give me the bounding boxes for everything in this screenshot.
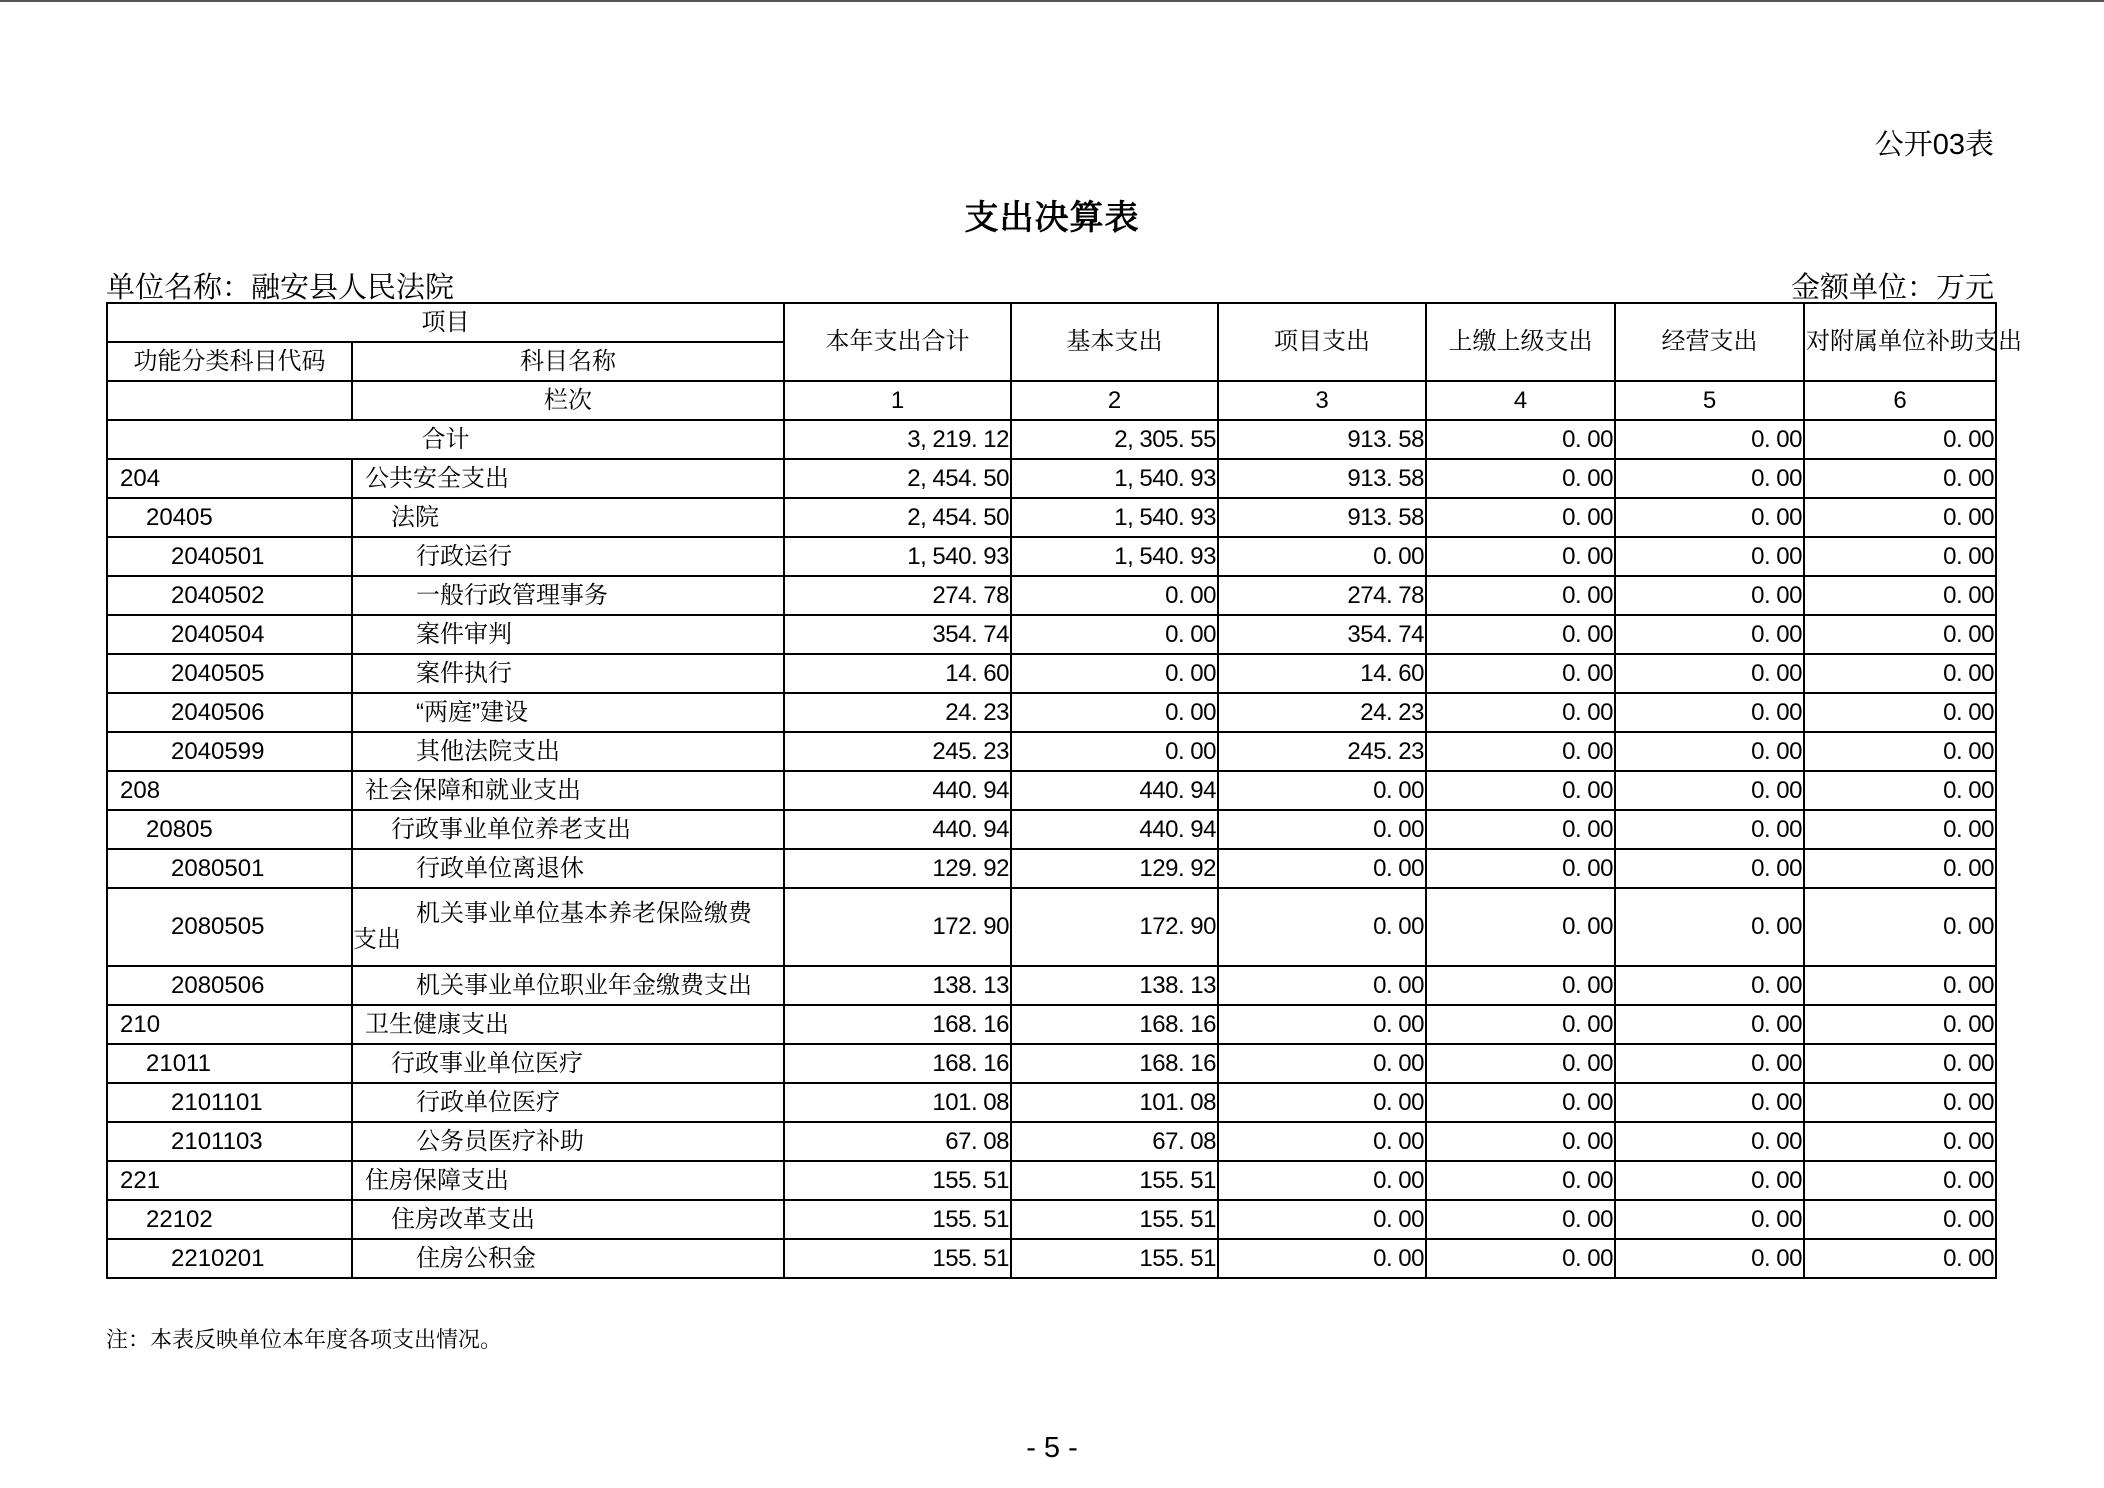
subject-code: 22102 bbox=[107, 1200, 352, 1239]
amount-cell: 0. 00 bbox=[1804, 459, 1996, 498]
amount-cell: 14. 60 bbox=[784, 654, 1011, 693]
header-code: 功能分类科目代码 bbox=[107, 342, 352, 381]
table-row bbox=[107, 1083, 1996, 1122]
amount-cell: 0. 00 bbox=[1615, 1161, 1804, 1200]
amount-cell: 0. 00 bbox=[1615, 459, 1804, 498]
subject-name: 住房公积金 bbox=[352, 1239, 784, 1278]
subject-code: 2040505 bbox=[107, 654, 352, 693]
amount-cell: 0. 00 bbox=[1615, 1239, 1804, 1278]
amount-cell: 0. 00 bbox=[1426, 693, 1615, 732]
amount-cell: 0. 00 bbox=[1804, 498, 1996, 537]
amount-cell: 0. 00 bbox=[1218, 1200, 1426, 1239]
subject-code: 21011 bbox=[107, 1044, 352, 1083]
amount-cell: 0. 00 bbox=[1804, 888, 1996, 966]
table-row bbox=[107, 888, 1996, 966]
amount-cell: 0. 00 bbox=[1426, 1005, 1615, 1044]
subject-name: 公共安全支出 bbox=[352, 459, 784, 498]
amount-cell: 0. 00 bbox=[1615, 615, 1804, 654]
subject-name bbox=[352, 888, 784, 966]
amount-cell: 24. 23 bbox=[1218, 693, 1426, 732]
amount-cell: 67. 08 bbox=[784, 1122, 1011, 1161]
page-number: - 5 - bbox=[1026, 1432, 1078, 1464]
column-number: 1 bbox=[784, 381, 1011, 420]
amount-cell: 67. 08 bbox=[1011, 1122, 1218, 1161]
amount-cell: 2, 454. 50 bbox=[784, 459, 1011, 498]
amount-cell: 101. 08 bbox=[784, 1083, 1011, 1122]
form-number: 公开03表 bbox=[1874, 129, 1994, 161]
subject-name-line1: 机关事业单位基本养老保险缴费 bbox=[416, 900, 752, 927]
amount-cell: 0. 00 bbox=[1218, 771, 1426, 810]
amount-cell: 0. 00 bbox=[1615, 1005, 1804, 1044]
table-row bbox=[107, 654, 1996, 693]
amount-cell: 0. 00 bbox=[1615, 693, 1804, 732]
amount-cell: 0. 00 bbox=[1426, 888, 1615, 966]
amount-cell: 0. 00 bbox=[1804, 1161, 1996, 1200]
amount-cell: 354. 74 bbox=[1218, 615, 1426, 654]
amount-cell: 0. 00 bbox=[1426, 849, 1615, 888]
table-row bbox=[107, 732, 1996, 771]
column-number: 2 bbox=[1011, 381, 1218, 420]
amount-cell: 0. 00 bbox=[1804, 732, 1996, 771]
header-item: 项目 bbox=[107, 303, 784, 342]
amount-cell: 168. 16 bbox=[784, 1005, 1011, 1044]
subject-code: 2040599 bbox=[107, 732, 352, 771]
amount-cell: 0. 00 bbox=[1426, 1161, 1615, 1200]
amount-cell: 14. 60 bbox=[1218, 654, 1426, 693]
amount-cell: 0. 00 bbox=[1804, 654, 1996, 693]
amount-cell: 0. 00 bbox=[1218, 888, 1426, 966]
amount-cell: 0. 00 bbox=[1218, 966, 1426, 1005]
amount-cell: 155. 51 bbox=[784, 1161, 1011, 1200]
table-row bbox=[107, 1200, 1996, 1239]
amount-cell: 1, 540. 93 bbox=[1011, 498, 1218, 537]
amount-cell: 129. 92 bbox=[784, 849, 1011, 888]
amount-cell: 0. 00 bbox=[1426, 459, 1615, 498]
amount-cell: 172. 90 bbox=[1011, 888, 1218, 966]
page-title: 支出决算表 bbox=[964, 199, 1140, 237]
amount-cell: 24. 23 bbox=[784, 693, 1011, 732]
header-col-5: 经营支出 bbox=[1615, 303, 1804, 381]
amount-cell: 0. 00 bbox=[1615, 771, 1804, 810]
subject-code: 2080501 bbox=[107, 849, 352, 888]
amount-unit: 金额单位：万元 bbox=[1790, 272, 1994, 304]
subject-code: 221 bbox=[107, 1161, 352, 1200]
amount-cell: 138. 13 bbox=[784, 966, 1011, 1005]
amount-cell: 0. 00 bbox=[1011, 615, 1218, 654]
subject-name: 机关事业单位职业年金缴费支出 bbox=[352, 966, 784, 1005]
table-row bbox=[107, 693, 1996, 732]
amount-cell: 0. 00 bbox=[1426, 732, 1615, 771]
table-row bbox=[107, 537, 1996, 576]
amount-cell: 0. 00 bbox=[1615, 966, 1804, 1005]
amount-cell: 0. 00 bbox=[1218, 849, 1426, 888]
amount-cell: 0. 00 bbox=[1426, 771, 1615, 810]
header-name: 科目名称 bbox=[352, 342, 784, 381]
subject-name: 公务员医疗补助 bbox=[352, 1122, 784, 1161]
amount-cell: 0. 00 bbox=[1804, 1083, 1996, 1122]
amount-cell: 155. 51 bbox=[784, 1239, 1011, 1278]
subject-name: 社会保障和就业支出 bbox=[352, 771, 784, 810]
amount-cell: 155. 51 bbox=[1011, 1200, 1218, 1239]
amount-cell: 245. 23 bbox=[1218, 732, 1426, 771]
amount-cell: 0. 00 bbox=[1218, 1083, 1426, 1122]
amount-cell: 0. 00 bbox=[1615, 1122, 1804, 1161]
amount-cell: 354. 74 bbox=[784, 615, 1011, 654]
header-col-3: 项目支出 bbox=[1218, 303, 1426, 381]
amount-cell: 0. 00 bbox=[1218, 1005, 1426, 1044]
amount-cell: 913. 58 bbox=[1218, 498, 1426, 537]
subject-code: 208 bbox=[107, 771, 352, 810]
table-row bbox=[107, 459, 1996, 498]
header-col-6: 对附属单位补助支出 bbox=[1804, 303, 1996, 381]
subject-name-line2: 支出 bbox=[353, 926, 401, 953]
row-index-blank bbox=[107, 381, 352, 420]
subject-code: 2101103 bbox=[107, 1122, 352, 1161]
amount-cell: 0. 00 bbox=[1011, 576, 1218, 615]
amount-cell: 0. 00 bbox=[1615, 810, 1804, 849]
header-col-2: 基本支出 bbox=[1011, 303, 1218, 381]
subject-name: 其他法院支出 bbox=[352, 732, 784, 771]
column-number: 6 bbox=[1804, 381, 1996, 420]
total-value: 3, 219. 12 bbox=[784, 420, 1011, 459]
amount-cell: 0. 00 bbox=[1426, 498, 1615, 537]
subject-code: 2040506 bbox=[107, 693, 352, 732]
amount-cell: 168. 16 bbox=[1011, 1044, 1218, 1083]
total-value: 0. 00 bbox=[1615, 420, 1804, 459]
subject-code: 2040501 bbox=[107, 537, 352, 576]
amount-cell: 0. 00 bbox=[1426, 615, 1615, 654]
amount-cell: 168. 16 bbox=[1011, 1005, 1218, 1044]
amount-cell: 0. 00 bbox=[1615, 1200, 1804, 1239]
total-label: 合计 bbox=[107, 420, 784, 459]
subject-name: 行政事业单位养老支出 bbox=[352, 810, 784, 849]
amount-cell: 1, 540. 93 bbox=[784, 537, 1011, 576]
amount-cell: 0. 00 bbox=[1615, 732, 1804, 771]
subject-code: 2080505 bbox=[107, 888, 352, 966]
amount-cell: 0. 00 bbox=[1218, 1044, 1426, 1083]
subject-code: 2101101 bbox=[107, 1083, 352, 1122]
subject-code: 20405 bbox=[107, 498, 352, 537]
amount-cell: 0. 00 bbox=[1615, 849, 1804, 888]
amount-cell: 0. 00 bbox=[1426, 1044, 1615, 1083]
amount-cell: 0. 00 bbox=[1426, 576, 1615, 615]
table-note: 注：本表反映单位本年度各项支出情况。 bbox=[106, 1327, 503, 1352]
table-row bbox=[107, 1005, 1996, 1044]
amount-cell: 0. 00 bbox=[1426, 537, 1615, 576]
subject-code: 2040502 bbox=[107, 576, 352, 615]
table-row bbox=[107, 615, 1996, 654]
amount-cell: 129. 92 bbox=[1011, 849, 1218, 888]
amount-cell: 172. 90 bbox=[784, 888, 1011, 966]
amount-cell: 0. 00 bbox=[1804, 1005, 1996, 1044]
amount-cell: 440. 94 bbox=[784, 771, 1011, 810]
amount-cell: 0. 00 bbox=[1804, 849, 1996, 888]
subject-name: 行政单位离退休 bbox=[352, 849, 784, 888]
subject-name: 住房保障支出 bbox=[352, 1161, 784, 1200]
amount-cell: 0. 00 bbox=[1218, 810, 1426, 849]
amount-cell: 0. 00 bbox=[1426, 810, 1615, 849]
amount-cell: 0. 00 bbox=[1218, 1122, 1426, 1161]
amount-cell: 0. 00 bbox=[1426, 1239, 1615, 1278]
amount-cell: 0. 00 bbox=[1218, 537, 1426, 576]
amount-cell: 0. 00 bbox=[1804, 1044, 1996, 1083]
amount-cell: 274. 78 bbox=[1218, 576, 1426, 615]
amount-cell: 0. 00 bbox=[1804, 537, 1996, 576]
amount-cell: 440. 94 bbox=[1011, 771, 1218, 810]
column-number: 4 bbox=[1426, 381, 1615, 420]
subject-name: 一般行政管理事务 bbox=[352, 576, 784, 615]
total-value: 2, 305. 55 bbox=[1011, 420, 1218, 459]
subject-code: 2210201 bbox=[107, 1239, 352, 1278]
amount-cell: 0. 00 bbox=[1615, 537, 1804, 576]
amount-cell: 0. 00 bbox=[1011, 654, 1218, 693]
subject-name: 行政单位医疗 bbox=[352, 1083, 784, 1122]
amount-cell: 0. 00 bbox=[1804, 615, 1996, 654]
subject-code: 20805 bbox=[107, 810, 352, 849]
subject-name: 住房改革支出 bbox=[352, 1200, 784, 1239]
table-row bbox=[107, 1161, 1996, 1200]
amount-cell: 913. 58 bbox=[1218, 459, 1426, 498]
amount-cell: 0. 00 bbox=[1804, 1122, 1996, 1161]
unit-name: 单位名称：融安县人民法院 bbox=[106, 272, 455, 304]
table-row bbox=[107, 771, 1996, 810]
table-row bbox=[107, 1044, 1996, 1083]
amount-cell: 0. 00 bbox=[1804, 693, 1996, 732]
amount-cell: 168. 16 bbox=[784, 1044, 1011, 1083]
amount-cell: 245. 23 bbox=[784, 732, 1011, 771]
subject-name: 行政运行 bbox=[352, 537, 784, 576]
amount-cell: 0. 00 bbox=[1804, 1239, 1996, 1278]
total-row bbox=[107, 420, 1996, 459]
amount-cell: 0. 00 bbox=[1615, 888, 1804, 966]
table-row bbox=[107, 966, 1996, 1005]
amount-cell: 138. 13 bbox=[1011, 966, 1218, 1005]
subject-name: 卫生健康支出 bbox=[352, 1005, 784, 1044]
subject-code: 210 bbox=[107, 1005, 352, 1044]
column-number: 3 bbox=[1218, 381, 1426, 420]
amount-cell: 0. 00 bbox=[1615, 654, 1804, 693]
amount-cell: 440. 94 bbox=[1011, 810, 1218, 849]
amount-cell: 0. 00 bbox=[1615, 1044, 1804, 1083]
amount-cell: 0. 00 bbox=[1011, 693, 1218, 732]
amount-cell: 0. 00 bbox=[1804, 966, 1996, 1005]
table-row bbox=[107, 1122, 1996, 1161]
amount-cell: 1, 540. 93 bbox=[1011, 459, 1218, 498]
amount-cell: 2, 454. 50 bbox=[784, 498, 1011, 537]
table-row bbox=[107, 849, 1996, 888]
header-col-1: 本年支出合计 bbox=[784, 303, 1011, 381]
amount-cell: 0. 00 bbox=[1804, 771, 1996, 810]
amount-cell: 0. 00 bbox=[1426, 966, 1615, 1005]
table-row bbox=[107, 576, 1996, 615]
subject-name: 案件执行 bbox=[352, 654, 784, 693]
table-row bbox=[107, 810, 1996, 849]
amount-cell: 0. 00 bbox=[1218, 1239, 1426, 1278]
page-top-border bbox=[0, 0, 2104, 2]
column-number: 5 bbox=[1615, 381, 1804, 420]
amount-cell: 155. 51 bbox=[1011, 1239, 1218, 1278]
amount-cell: 0. 00 bbox=[1804, 576, 1996, 615]
total-value: 913. 58 bbox=[1218, 420, 1426, 459]
amount-cell: 440. 94 bbox=[784, 810, 1011, 849]
subject-code: 204 bbox=[107, 459, 352, 498]
amount-cell: 0. 00 bbox=[1615, 1083, 1804, 1122]
amount-cell: 155. 51 bbox=[784, 1200, 1011, 1239]
row-index-label: 栏次 bbox=[352, 381, 784, 420]
amount-cell: 0. 00 bbox=[1426, 1122, 1615, 1161]
subject-code: 2040504 bbox=[107, 615, 352, 654]
amount-cell: 155. 51 bbox=[1011, 1161, 1218, 1200]
subject-name: 行政事业单位医疗 bbox=[352, 1044, 784, 1083]
amount-cell: 0. 00 bbox=[1804, 1200, 1996, 1239]
subject-code: 2080506 bbox=[107, 966, 352, 1005]
subject-name: 法院 bbox=[352, 498, 784, 537]
amount-cell: 0. 00 bbox=[1426, 1200, 1615, 1239]
amount-cell: 0. 00 bbox=[1426, 654, 1615, 693]
subject-name: 案件审判 bbox=[352, 615, 784, 654]
header-col-4: 上缴上级支出 bbox=[1426, 303, 1615, 381]
amount-cell: 0. 00 bbox=[1426, 1083, 1615, 1122]
expenditure-table bbox=[106, 302, 2022, 1279]
amount-cell: 101. 08 bbox=[1011, 1083, 1218, 1122]
total-value: 0. 00 bbox=[1804, 420, 1996, 459]
table-row bbox=[107, 498, 1996, 537]
subject-name: “两庭”建设 bbox=[352, 693, 784, 732]
amount-cell: 0. 00 bbox=[1218, 1161, 1426, 1200]
total-value: 0. 00 bbox=[1426, 420, 1615, 459]
table-row bbox=[107, 1239, 1996, 1278]
amount-cell: 0. 00 bbox=[1804, 810, 1996, 849]
amount-cell: 0. 00 bbox=[1011, 732, 1218, 771]
amount-cell: 1, 540. 93 bbox=[1011, 537, 1218, 576]
amount-cell: 0. 00 bbox=[1615, 576, 1804, 615]
amount-cell: 274. 78 bbox=[784, 576, 1011, 615]
amount-cell: 0. 00 bbox=[1615, 498, 1804, 537]
